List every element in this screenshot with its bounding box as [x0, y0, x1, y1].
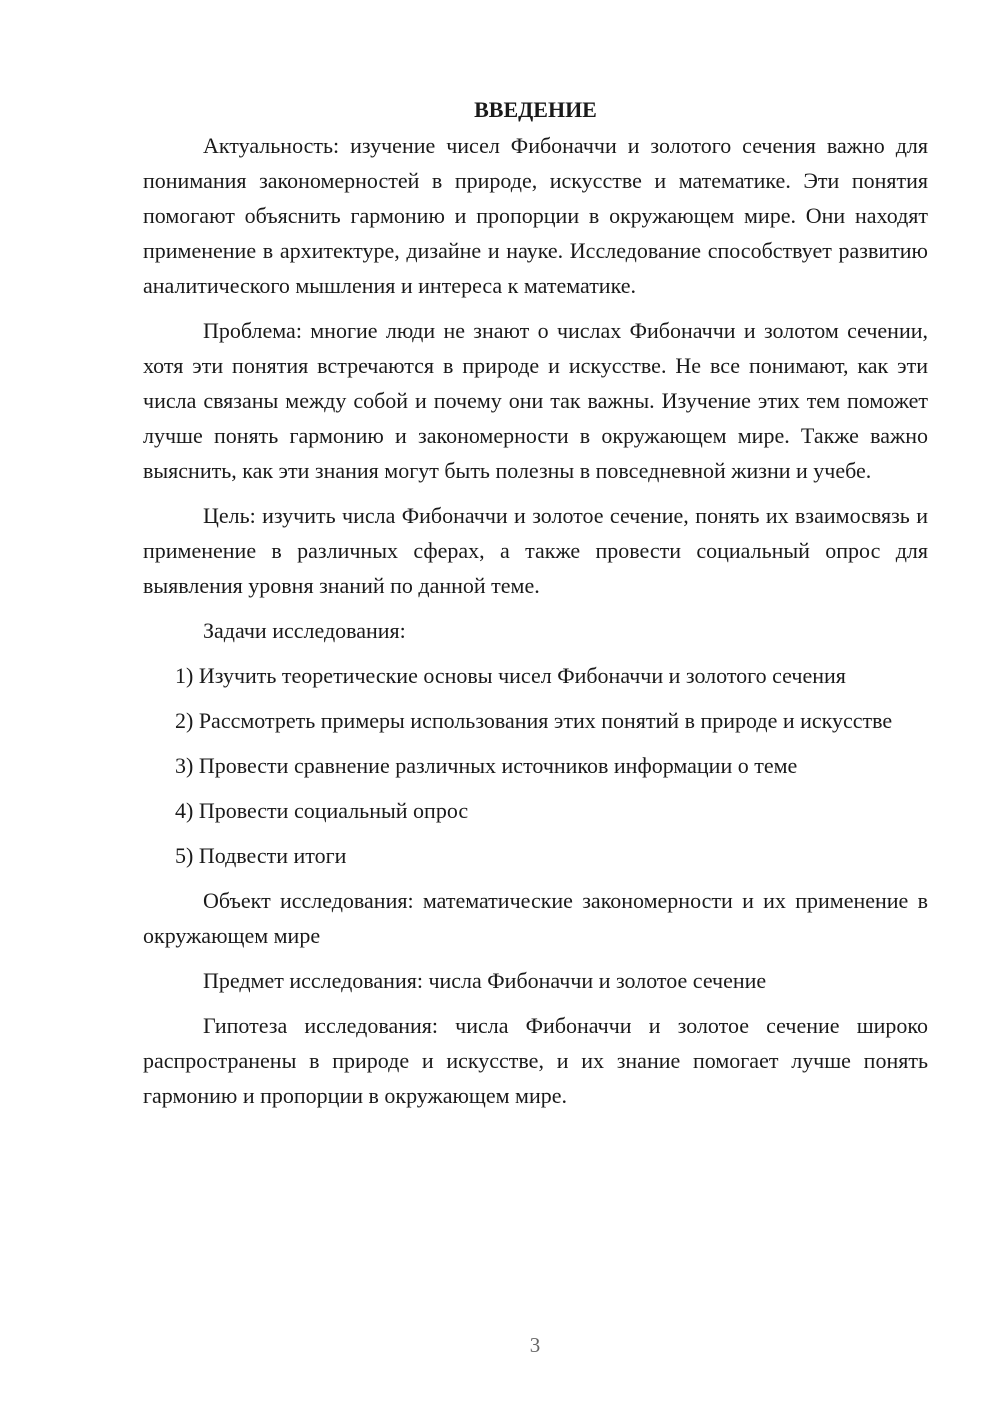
tasks-heading: Задачи исследования: [203, 618, 406, 643]
paragraph-hypothesis: Гипотеза исследования: числа Фибоначчи и золотое сечение широко распространены в природе и искусстве, и их знание помогает лучше понять гармонию и пропорции в окружающем мире. [143, 1013, 928, 1108]
list-item: 4) Провести социальный опрос [175, 798, 469, 823]
paragraph-problem: Проблема: многие люди не знают о числах Фибоначчи и золотом сечении, хотя эти понятия встречаются в природе и искусстве. Не все понимают, как эти числа связаны между собой и почему они так важны. Изучение этих тем поможет лучше понять гармонию и закономерности в окружающем мире. Также важно выяснить, как эти знания могут быть полезны в повседневной жизни и учебе. [143, 318, 928, 483]
paragraph-subject: Предмет исследования: числа Фибоначчи и золотое сечение [203, 968, 767, 993]
paragraph-goal: Цель: изучить числа Фибоначчи и золотое сечение, понять их взаимосвязь и применение в различных сферах, а также провести социальный опрос для выявления уровня знаний по данной теме. [143, 503, 928, 598]
list-item: 2) Рассмотреть примеры использования этих понятий в природе и искусстве [175, 708, 893, 733]
list-item: 3) Провести сравнение различных источников информации о теме [175, 753, 798, 778]
document-page [143, 92, 928, 1123]
tasks-list [143, 658, 928, 873]
list-item: 1) Изучить теоретические основы чисел Фибоначчи и золотого сечения [175, 663, 846, 688]
paragraph-object: Объект исследования: математические закономерности и их применение в окружающем мире [143, 888, 928, 948]
paragraph-relevance: Актуальность: изучение чисел Фибоначчи и золотого сечения важно для понимания закономерностей в природе, искусстве и математике. Эти понятия помогают объяснить гармонию и пропорции в окружающем мире. Они находят применение в архитектуре, дизайне и науке. Исследование способствует развитию аналитического мышления и интереса к математике. [143, 133, 928, 298]
section-title: ВВЕДЕНИЕ [474, 97, 597, 122]
page-number: 3 [529, 1333, 541, 1357]
list-item: 5) Подвести итоги [175, 843, 347, 868]
